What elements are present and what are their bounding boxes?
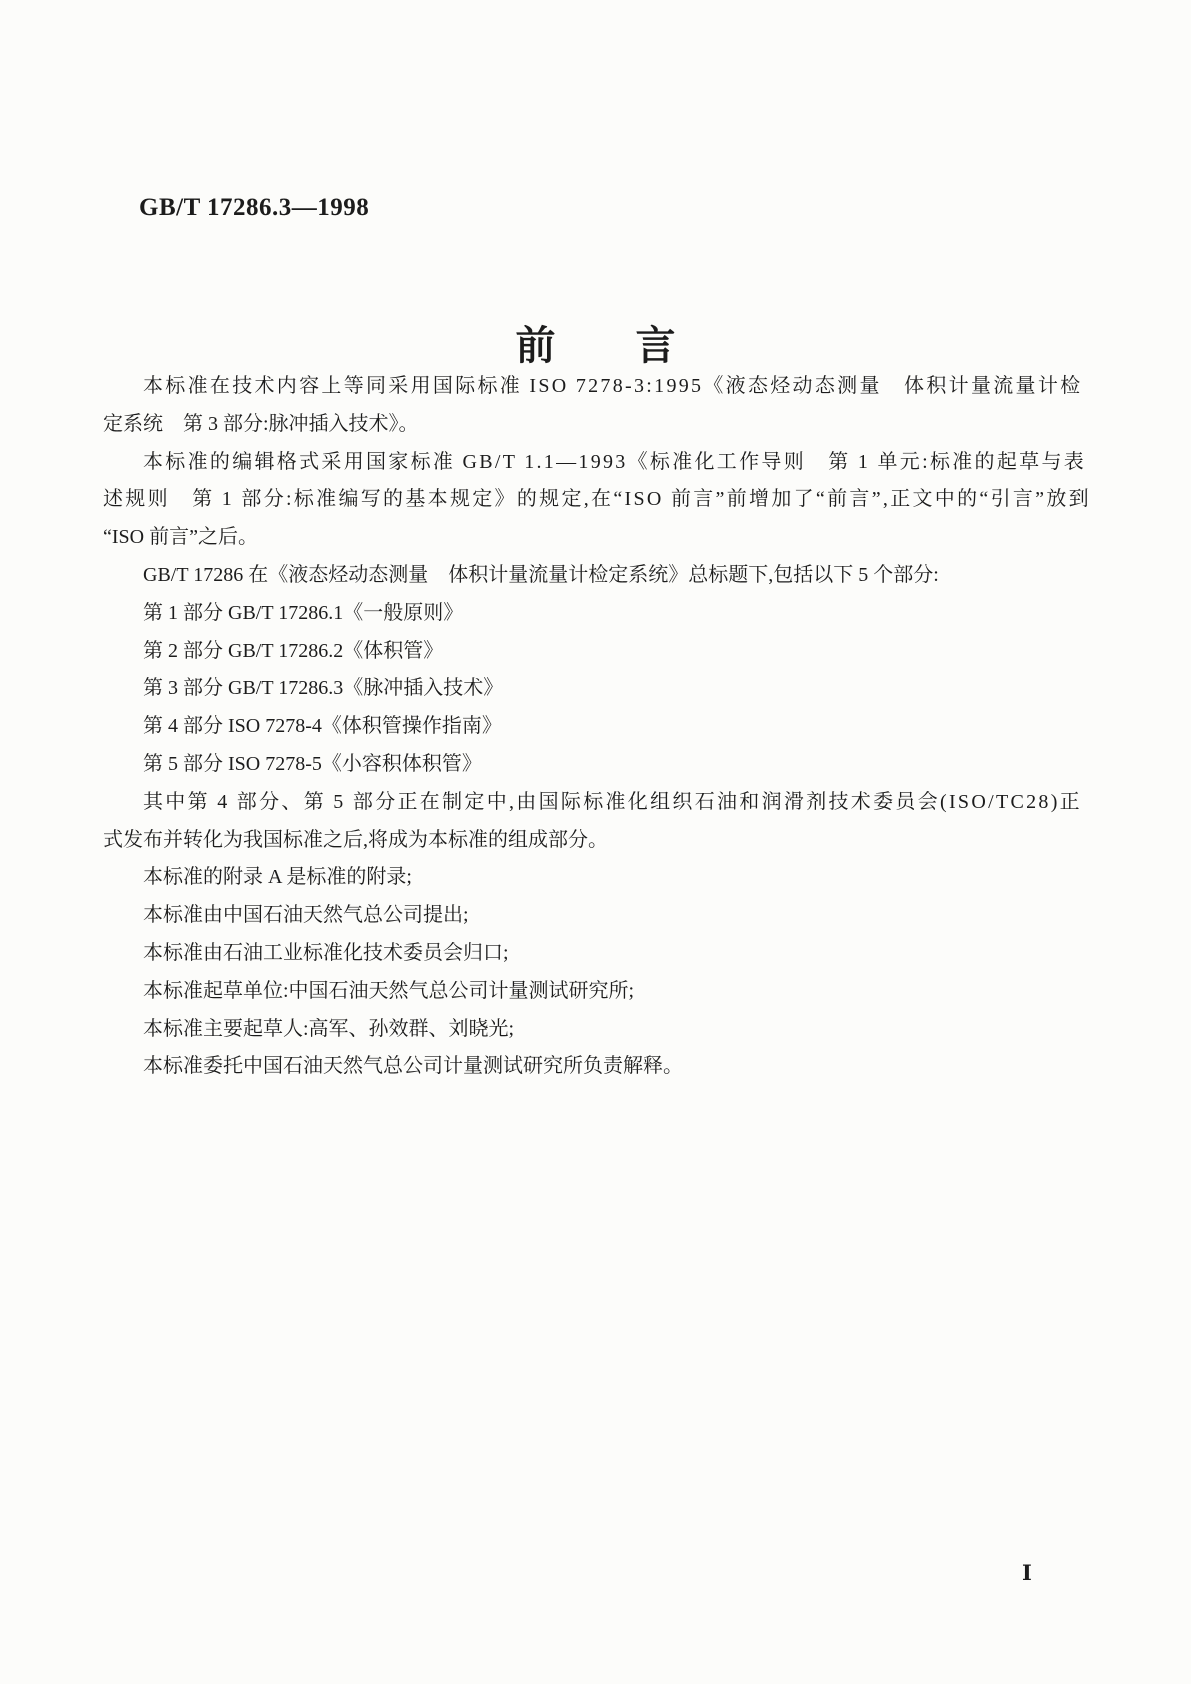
text-line: 第 1 部分 GB/T 17286.1《一般原则》 <box>143 601 464 624</box>
text-line: 式发布并转化为我国标准之后,将成为本标准的组成部分。 <box>103 828 608 851</box>
text-line: 本标准由中国石油天然气总公司提出; <box>143 904 469 927</box>
standard-number: GB/T 17286.3—1998 <box>139 194 370 221</box>
text-line: 定系统 第 3 部分:脉冲插入技术》。 <box>103 412 419 435</box>
text-line: 第 5 部分 ISO 7278-5《小容积体积管》 <box>143 752 482 775</box>
page-number: Ⅰ <box>1022 1561 1032 1585</box>
text-line: 本标准起草单位:中国石油天然气总公司计量测试研究所; <box>143 979 635 1002</box>
text-line: 第 2 部分 GB/T 17286.2《体积管》 <box>143 639 444 662</box>
text-line: 述规则 第 1 部分:标准编写的基本规定》的规定,在“ISO 前言”前增加了“前言”,正文中的“引言”放到 <box>103 488 1091 511</box>
text-line: “ISO 前言”之后。 <box>103 526 258 549</box>
text-line: 本标准主要起草人:高军、孙效群、刘晓光; <box>143 1017 515 1040</box>
foreword-body <box>103 368 1095 1086</box>
text-line: 本标准委托中国石油天然气总公司计量测试研究所负责解释。 <box>143 1055 683 1078</box>
page-title: 前 言 <box>515 323 676 368</box>
text-line: GB/T 17286 在《液态烃动态测量 体积计量流量计检定系统》总标题下,包括以下 5 个部分: <box>143 563 939 586</box>
text-line: 本标准的编辑格式采用国家标准 GB/T 1.1—1993《标准化工作导则 第 1 单元:标准的起草与表 <box>143 450 1087 473</box>
text-line: 第 4 部分 ISO 7278-4《体积管操作指南》 <box>143 715 502 738</box>
text-line: 本标准的附录 A 是标准的附录; <box>143 866 412 889</box>
text-line: 本标准在技术内容上等同采用国际标准 ISO 7278-3:1995《液态烃动态测量 体积计量流量计检 <box>143 375 1083 397</box>
text-line: 其中第 4 部分、第 5 部分正在制定中,由国际标准化组织石油和润滑剂技术委员会(ISO/TC28)正 <box>143 790 1082 813</box>
text-line: 本标准由石油工业标准化技术委员会归口; <box>143 941 509 964</box>
text-line: 第 3 部分 GB/T 17286.3《脉冲插入技术》 <box>143 677 504 700</box>
